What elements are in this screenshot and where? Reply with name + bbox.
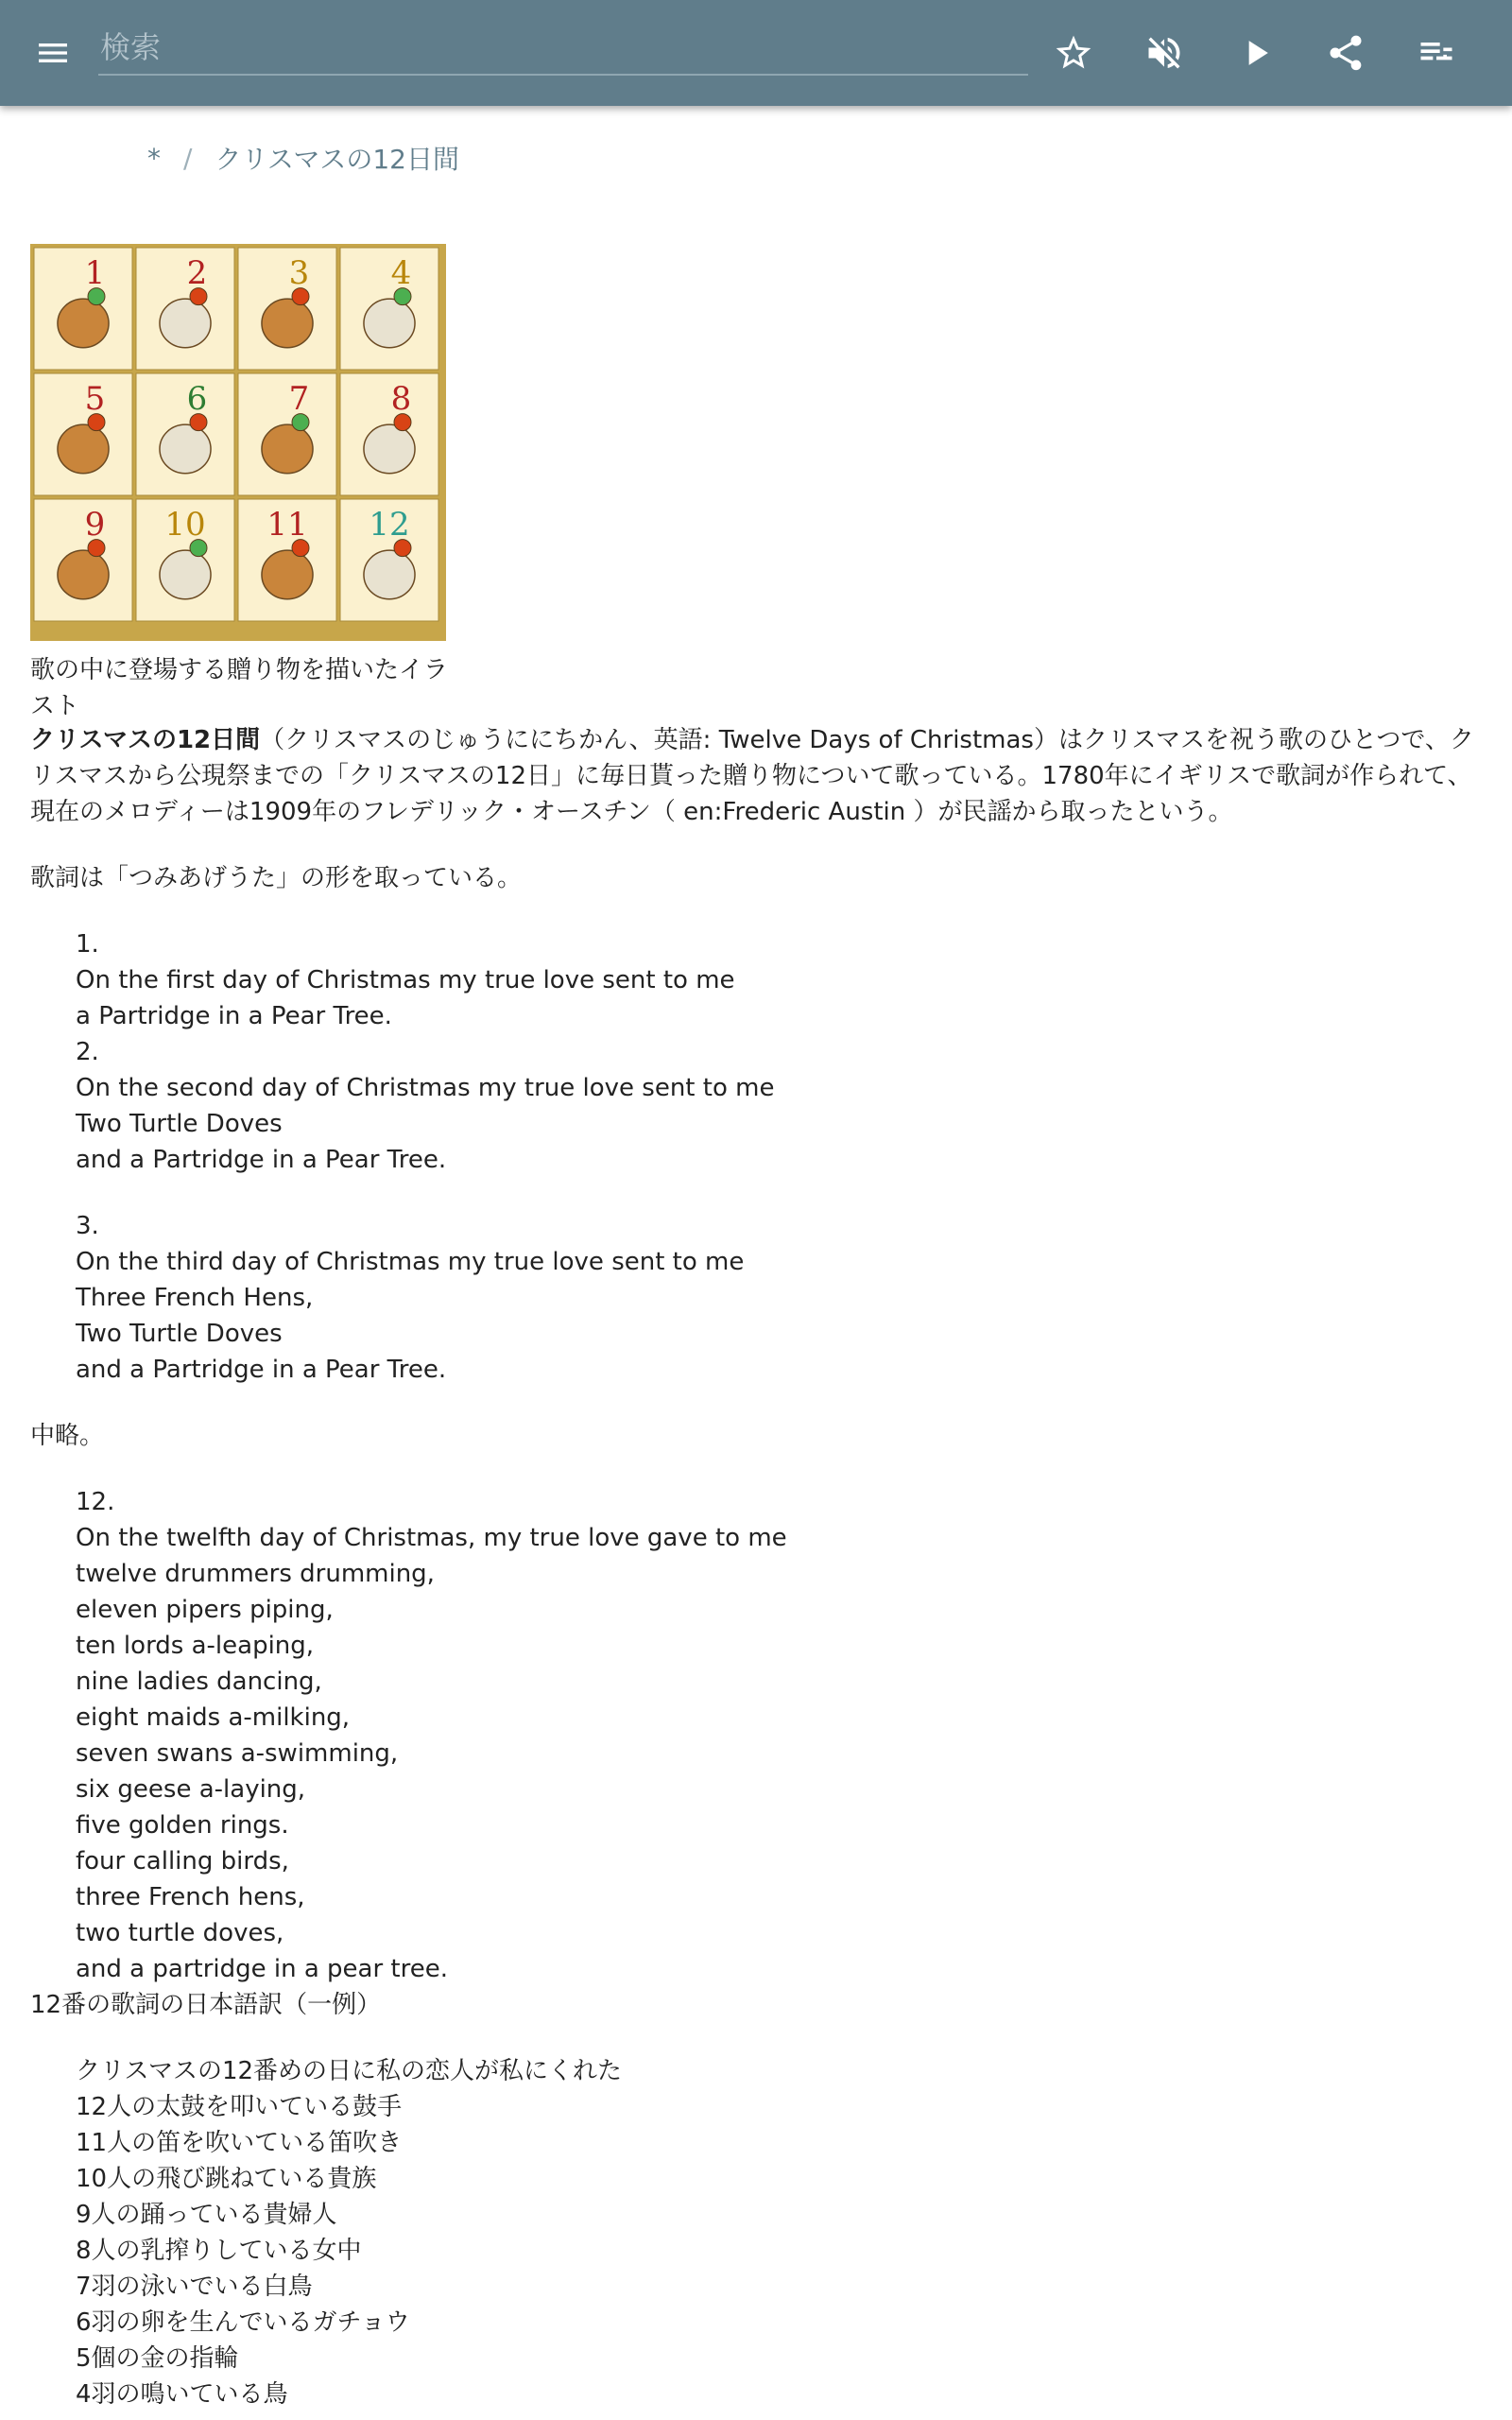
verse-line: a Partridge in a Pear Tree. [76, 1002, 392, 1030]
article-content [30, 722, 1486, 2412]
breadcrumb-current: クリスマスの12日間 [215, 144, 459, 175]
illustration-number: 12 [369, 506, 410, 544]
illustration-number: 5 [84, 380, 106, 418]
mute-button[interactable] [1136, 25, 1193, 81]
star-outline-icon [1053, 32, 1094, 74]
verse-line: and a partridge in a pear tree. [76, 1955, 448, 1983]
translation-block [30, 2053, 1486, 2412]
play-icon [1235, 32, 1277, 74]
gift-figure [58, 550, 109, 599]
verse-line: and a Partridge in a Pear Tree. [76, 1356, 447, 1384]
playlist-button[interactable] [1408, 25, 1465, 81]
menu-button[interactable] [26, 25, 79, 81]
verse-line: On the third day of Christmas my true love sent to me [76, 1248, 745, 1276]
gift-figure [58, 299, 109, 348]
translation-line: 7羽の泳いでいる白鳥 [76, 2273, 313, 2301]
verse-line: five golden rings. [76, 1811, 289, 1840]
translation-heading: 12番の歌詞の日本語訳（一例） [30, 1991, 382, 2019]
illustration-number: 9 [84, 506, 106, 544]
gift-figure [160, 550, 211, 599]
gift-figure [262, 424, 313, 474]
article-term: クリスマスの12日間 [30, 726, 261, 754]
translation-line: 4羽の鳴いている鳥 [76, 2380, 288, 2409]
verse-line: eight maids a-milking, [76, 1703, 351, 1732]
translation-line: 10人の飛び跳ねている貴族 [76, 2165, 377, 2193]
intro-paragraph [30, 722, 1486, 830]
volume-off-icon [1143, 32, 1185, 74]
share-button[interactable] [1317, 25, 1374, 81]
illustration-number: 7 [288, 380, 310, 418]
bookmark-button[interactable] [1045, 25, 1102, 81]
translation-line: 11人の笛を吹いている笛吹き [76, 2129, 403, 2157]
verse-line: three French hens, [76, 1883, 305, 1911]
verse-line: 1. [76, 930, 99, 959]
verse-line: ten lords a-leaping, [76, 1632, 315, 1660]
share-icon [1325, 32, 1366, 74]
verse-line: four calling birds, [76, 1847, 289, 1876]
verse-line: twelve drummers drumming, [76, 1560, 435, 1588]
illustration-number: 3 [288, 254, 310, 292]
verse-line: 3. [76, 1212, 99, 1240]
verse-line: Two Turtle Doves [76, 1320, 283, 1348]
verse-line: eleven pipers piping, [76, 1596, 334, 1624]
gift-figure [160, 424, 211, 474]
verse-line: On the second day of Christmas my true love sent to me [76, 1074, 775, 1102]
verse-line: Three French Hens, [76, 1284, 314, 1312]
illustration-number: 8 [390, 380, 412, 418]
gift-figure [58, 424, 109, 474]
illustration-number: 10 [164, 506, 206, 544]
translation-line: 6羽の卵を生んでいるガチョウ [76, 2308, 410, 2337]
verse-line: seven swans a-swimming, [76, 1739, 399, 1768]
breadcrumb-separator: / [183, 142, 193, 174]
translation-line: 9人の踊っている貴婦人 [76, 2201, 337, 2229]
twelve-days-illustration[interactable] [30, 244, 446, 641]
verse-line: On the twelfth day of Christmas, my true love gave to me [76, 1524, 787, 1552]
omitted-note: 中略。 [30, 1422, 105, 1450]
verse-line: On the first day of Christmas my true love sent to me [76, 966, 735, 994]
translation-line: 5個の金の指輪 [76, 2344, 239, 2373]
illustration-number: 2 [186, 254, 208, 292]
form-note: 歌詞は「つみあげうた」の形を取っている。 [30, 864, 523, 892]
app-bar [0, 0, 1512, 106]
gift-figure [262, 550, 313, 599]
playlist-icon [1416, 32, 1457, 74]
gift-figure [364, 299, 415, 348]
illustration-number: 4 [390, 254, 412, 292]
play-button[interactable] [1228, 25, 1284, 81]
verse-line: six geese a-laying, [76, 1775, 306, 1804]
image-caption: 歌の中に登場する贈り物を描いたイラスト [30, 656, 449, 720]
verses-block-1 [30, 926, 1486, 1178]
search-input[interactable] [98, 17, 1028, 76]
gift-figure [364, 550, 415, 599]
verses-block-3 [30, 1484, 1486, 1987]
menu-icon [34, 34, 72, 72]
verse-line: two turtle doves, [76, 1919, 284, 1947]
illustration-number: 6 [186, 380, 208, 418]
verse-line: and a Partridge in a Pear Tree. [76, 1146, 447, 1174]
translation-line: 8人の乳搾りしている女中 [76, 2237, 362, 2265]
verse-line: Two Turtle Doves [76, 1110, 283, 1138]
gift-figure [160, 299, 211, 348]
translation-line: クリスマスの12番めの日に私の恋人が私にくれた [76, 2057, 623, 2085]
verse-line: 12. [76, 1488, 115, 1516]
verse-line: nine ladies dancing, [76, 1668, 322, 1696]
gift-figure [364, 424, 415, 474]
breadcrumb [147, 136, 459, 180]
gift-figure [262, 299, 313, 348]
intro-text: （クリスマスのじゅうににちかん、英語: Twelve Days of Christmas）はクリスマスを祝う歌のひとつで、クリスマスから公現祭までの「クリスマスの12日」に毎日貰った贈り物について歌っている。1780年にイギリスで歌詞が作られて、現在のメロディーは1909年のフレデリック・オースチン（ en:Frederic Austin ）が民謡から取ったという。 [30, 726, 1474, 826]
illustration-number: 1 [84, 254, 106, 292]
verses-block-2 [30, 1208, 1486, 1388]
verse-line: 2. [76, 1038, 99, 1066]
translation-line: 12人の太鼓を叩いている鼓手 [76, 2093, 403, 2121]
breadcrumb-home-link[interactable]: * [147, 142, 161, 174]
illustration-number: 11 [266, 506, 308, 544]
